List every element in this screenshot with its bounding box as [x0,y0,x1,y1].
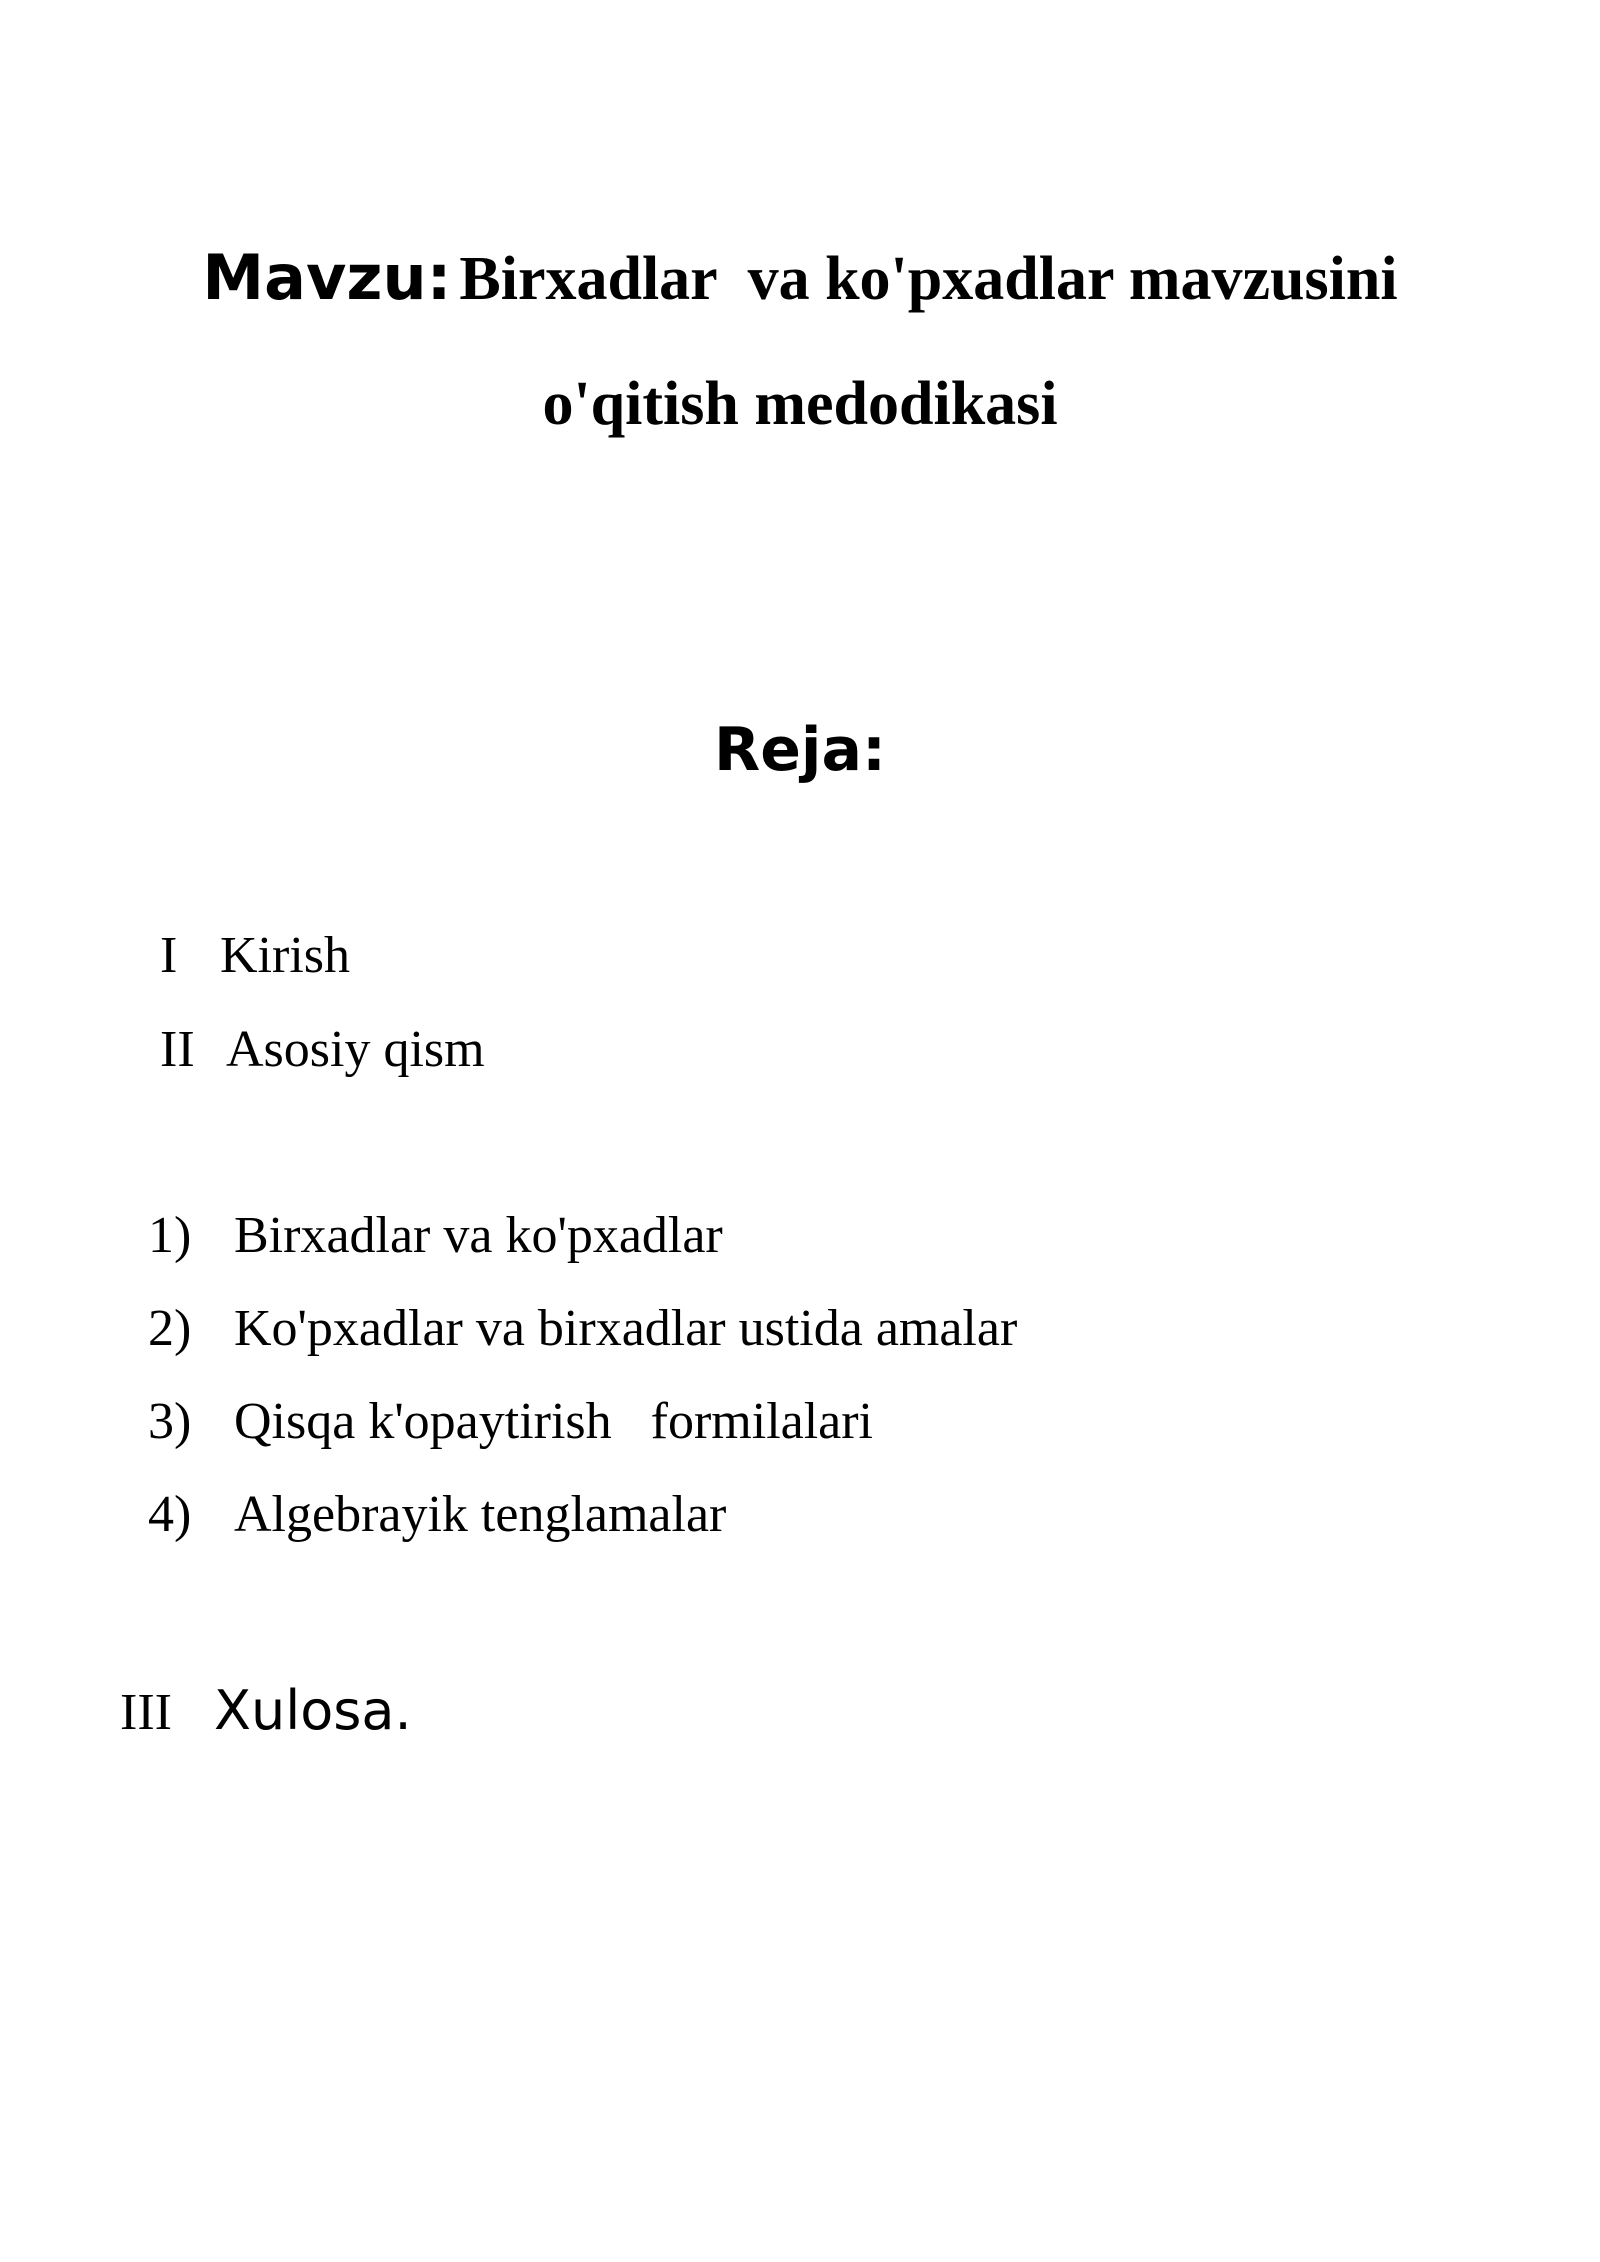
title-line-2: o'qitish medodikasi [542,370,1058,438]
section-label: Asosiy qism [226,1021,485,1078]
title-line-1 [0,236,1600,337]
plan-subitem-3 [148,1390,873,1454]
subitem-label: Ko'pxadlar va birxadlar ustida amalar [234,1300,1018,1357]
title-label: Mavzu: [202,241,452,314]
plan-section-intro [160,924,350,988]
plan-heading: Reja: [714,715,886,785]
subitem-label: Algebrayik tenglamalar [234,1486,727,1543]
plan-subitem-1 [148,1204,723,1268]
title-text: Birxadlar va ko'pxadlar mavzusini [459,245,1398,313]
subitem-number: 3) [148,1393,192,1450]
plan-subitem-2 [148,1297,1017,1361]
subitem-number: 2) [148,1300,192,1357]
subitem-number: 4) [148,1486,192,1543]
section-label: Kirish [220,927,350,984]
section-number: I [160,927,178,984]
subitem-label: Birxadlar va ko'pxadlar [234,1207,723,1264]
subitem-number: 1) [148,1207,192,1264]
subitem-label: Qisqa k'opaytirish formilalari [234,1393,874,1450]
plan-section-main [160,1018,485,1082]
section-label: Xulosa. [214,1679,412,1742]
section-number: II [160,1021,195,1078]
plan-section-conclusion [120,1676,412,1748]
section-number: III [120,1684,172,1741]
plan-subitem-4 [148,1483,726,1547]
